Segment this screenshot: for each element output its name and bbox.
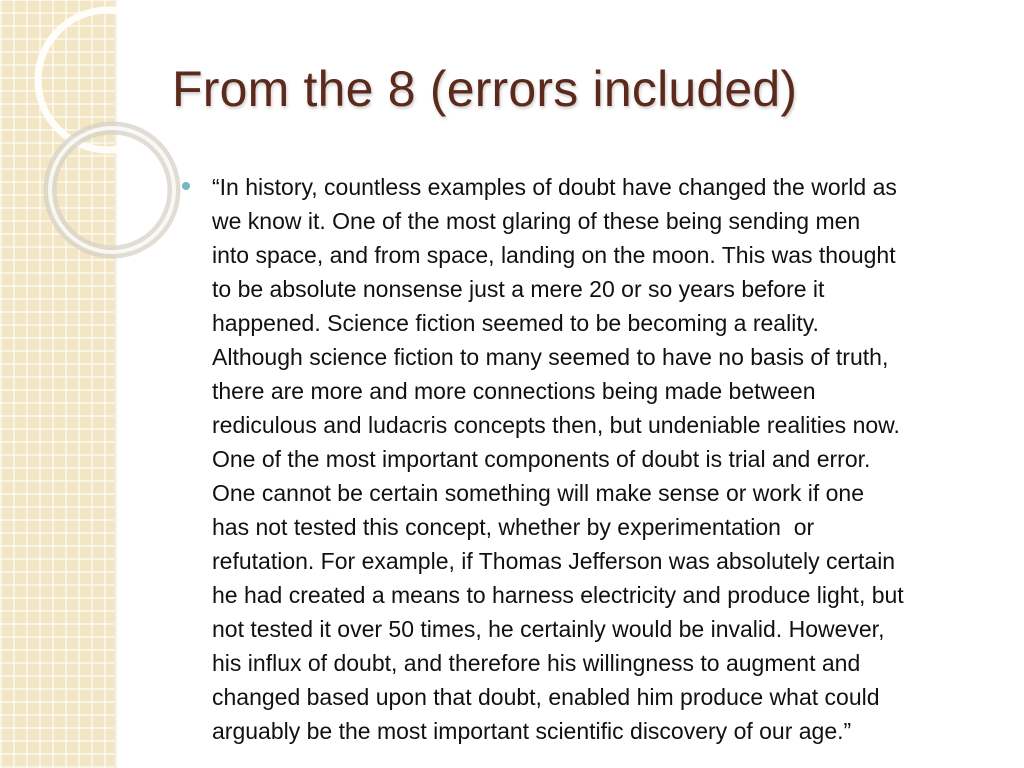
bullet-line: refutation. For example, if Thomas Jefferson was absolutely certain — [212, 548, 896, 574]
bullet-text — [212, 170, 982, 748]
bullet-line: into space, and from space, landing on the moon. This was thought — [212, 242, 896, 268]
bullet-line: has not tested this concept, whether by experimentation or — [212, 514, 815, 540]
bullet-line: we know it. One of the most glaring of these being sending men — [212, 208, 861, 234]
bullet-line: not tested it over 50 times, he certainly would be invalid. However, — [212, 616, 885, 642]
bullet-line: “In history, countless examples of doubt have changed the world as — [212, 174, 897, 200]
slide-title: From the 8 (errors included) — [172, 61, 798, 117]
bullet-line: Although science fiction to many seemed to have no basis of truth, — [212, 344, 889, 370]
bullet-line: his influx of doubt, and therefore his willingness to augment and — [212, 650, 861, 676]
bullet-line: there are more and more connections being made between — [212, 378, 816, 404]
bullet-line: rediculous and ludacris concepts then, but undeniable realities now. — [212, 412, 900, 438]
bullet-line: One cannot be certain something will make sense or work if one — [212, 480, 864, 506]
bullet-line: changed based upon that doubt, enabled him produce what could — [212, 684, 880, 710]
bullet-line: arguably be the most important scientific discovery of our age.” — [212, 718, 852, 744]
slide-body — [182, 170, 982, 748]
bullet-line: he had created a means to harness electricity and produce light, but — [212, 582, 904, 608]
decorative-circles — [0, 0, 170, 280]
bullet-line: happened. Science fiction seemed to be becoming a reality. — [212, 310, 819, 336]
bullet-item — [182, 170, 982, 748]
bullet-line: One of the most important components of doubt is trial and error. — [212, 446, 871, 472]
bullet-dot-icon — [182, 182, 190, 190]
bullet-line: to be absolute nonsense just a mere 20 or so years before it — [212, 276, 825, 302]
